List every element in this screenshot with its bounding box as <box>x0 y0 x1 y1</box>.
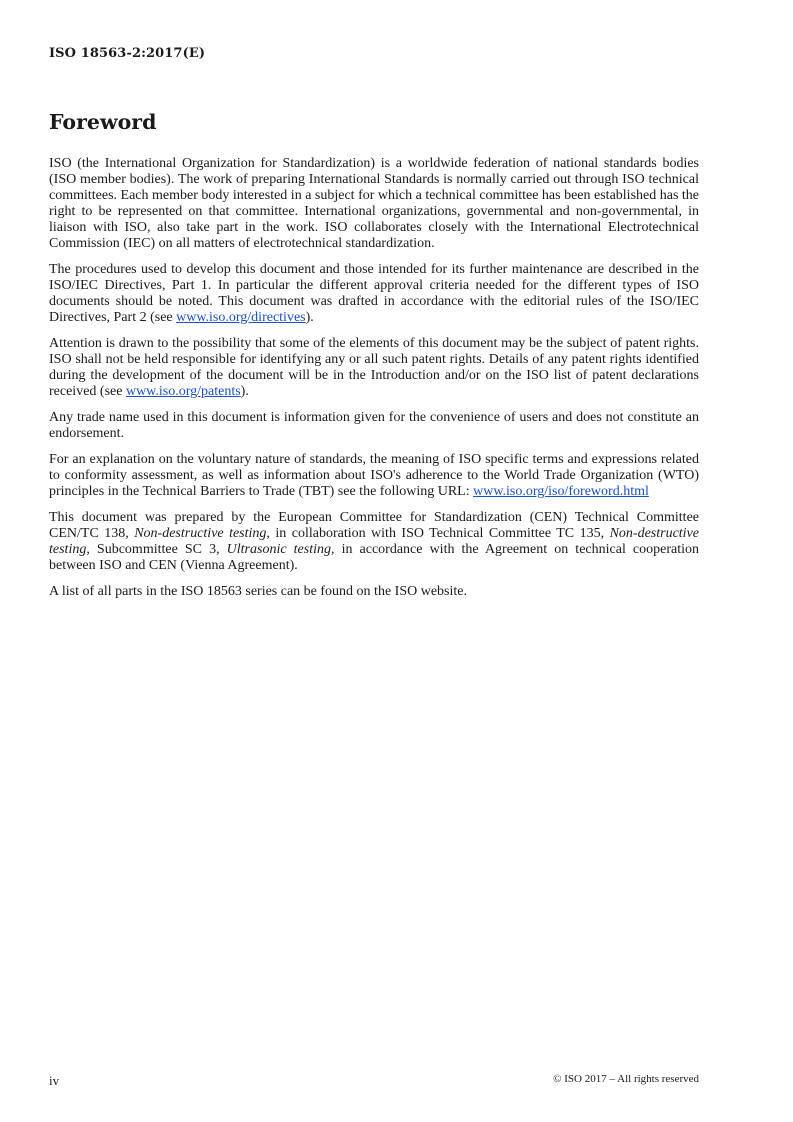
directives-link[interactable]: www.iso.org/directives <box>176 310 306 325</box>
foreword-link[interactable]: www.iso.org/iso/foreword.html <box>473 484 649 499</box>
paragraph-text: , Subcommittee SC 3, <box>86 542 227 557</box>
paragraph-prepared-by <box>49 510 699 574</box>
paragraph-trade-name: Any trade name used in this document is information given for the convenience of users and does not constitute an endorsement. <box>49 410 699 441</box>
paragraph-text: ). <box>305 310 314 325</box>
patents-link[interactable]: www.iso.org/patents <box>125 384 241 399</box>
paragraph-text: For an explanation on the voluntary nature of standards, the meaning of ISO specific terms and expressions related to conformity assessment, as well as information about ISO's adherence to the World Trade Organization (WTO) principles in the Technical Barriers to Trade (TBT) see the following URL: <box>49 452 699 499</box>
paragraph-voluntary-nature <box>49 452 699 500</box>
paragraph-text: , in collaboration with ISO Technical Committee TC 135, <box>266 526 610 541</box>
paragraph-text: The procedures used to develop this document and those intended for its further maintenance are described in the ISO/IEC Directives, Part 1. In particular the different approval criteria needed for the different types of ISO documents should be noted. This document was drafted in accordance with the editorial rules of the ISO/IEC Directives, Part 2 (see <box>49 262 699 325</box>
paragraph-patents <box>49 336 699 400</box>
committee-name-italic: Non-destructive testing <box>49 526 699 557</box>
subcommittee-name-italic: Ultrasonic testing <box>226 542 331 557</box>
paragraph-series-list: A list of all parts in the ISO 18563 series can be found on the ISO website. <box>49 584 467 599</box>
document-identifier: ISO 18563-2:2017(E) <box>49 46 206 61</box>
paragraph-procedures <box>49 262 699 326</box>
paragraph-text: This document was prepared by the European Committee for Standardization (CEN) Technical Committee CEN/TC 138, <box>49 510 699 541</box>
page-number: iv <box>49 1073 60 1088</box>
paragraph-text: , in accordance with the Agreement on technical cooperation between ISO and CEN (Vienna Agreement). <box>49 542 699 573</box>
paragraph-text: Attention is drawn to the possibility that some of the elements of this document may be the subject of patent rights. ISO shall not be held responsible for identifying any or all such patent rights. Details of any patent rights identified during the development of the document will be in the Introduction and/or on the ISO list of patent declarations received (see <box>49 336 699 399</box>
copyright-notice: © ISO 2017 – All rights reserved <box>553 1073 699 1085</box>
foreword-body <box>49 156 699 610</box>
committee-name-italic: Non-destructive testing <box>134 526 267 541</box>
page-title: Foreword <box>49 110 157 134</box>
paragraph-text: ). <box>240 384 249 399</box>
paragraph-iso-intro: ISO (the International Organization for Standardization) is a worldwide federation of national standards bodies (ISO member bodies). The work of preparing International Standards is normally carried out through ISO technical committees. Each member body interested in a subject for which a technical committee has been established has the right to be represented on that committee. International organizations, governmental and non-governmental, in liaison with ISO, also take part in the work. ISO collaborates closely with the International Electrotechnical Commission (IEC) on all matters of electrotechnical standardization. <box>49 156 699 251</box>
